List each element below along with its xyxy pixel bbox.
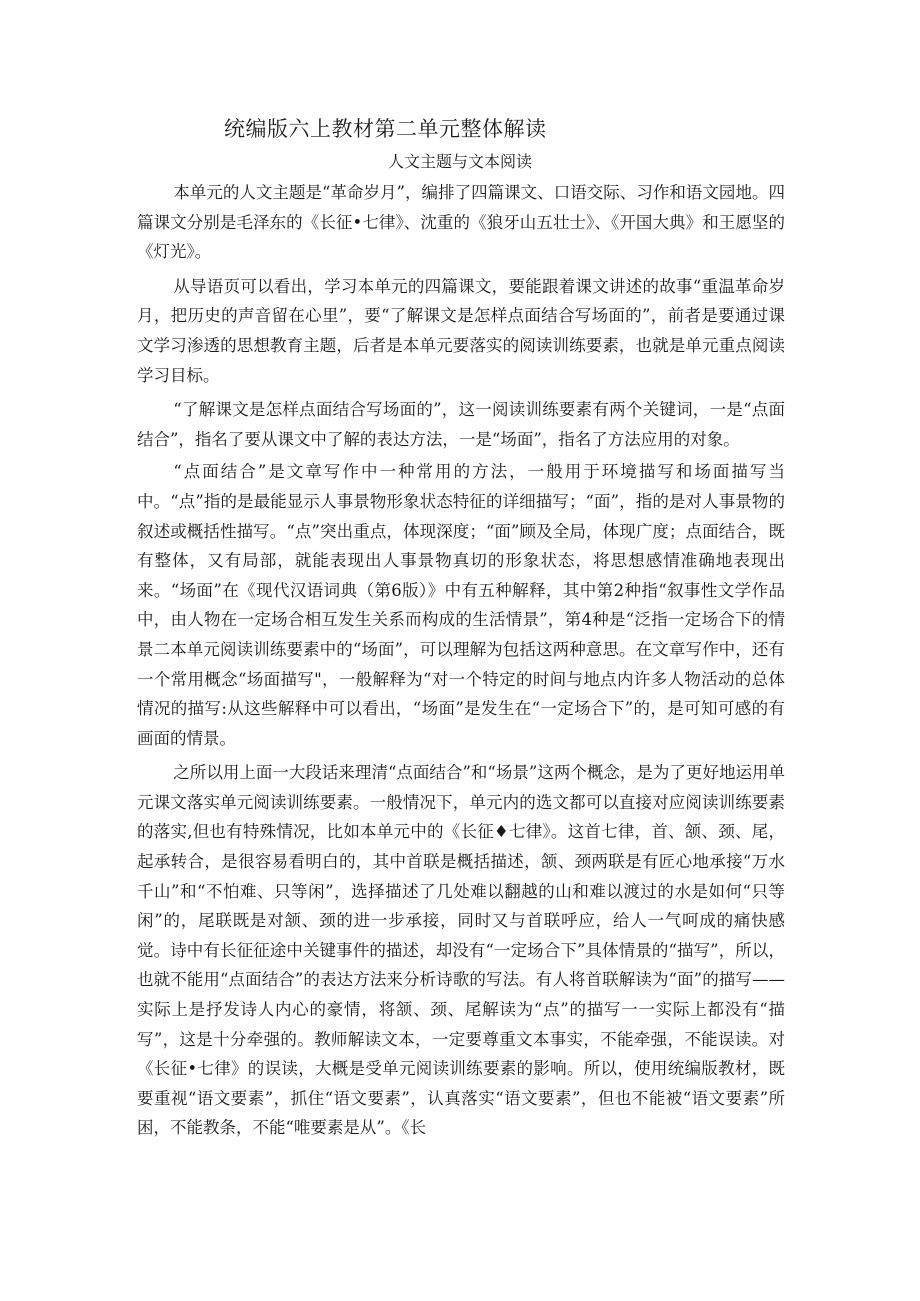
paragraph-intro: 本单元的人文主题是“革命岁月”，编排了四篇课文、口语交际、习作和语文园地。四篇课文分别是毛泽东的《长征•七律》、沈重的《狼牙山五壮士》、《开国大典》和王愿坚的《灯光》。	[137, 183, 785, 262]
paragraph-changzheng: 之所以用上面一大段话来理清“点面结合”和“场景”这两个概念，是为了更好地运用单元课文落实单元阅读训练要素。一般情况下，单元内的选文都可以直接对应阅读训练要素的落实,但也有特殊情况，比如本单元中的《长征♦七律》。这首七律，首、颔、颈、尾，起承转合，是很容易看明白的，其中首联是概括描述，颔、颈两联是有匠心地承接“万水千山”和“不怕难、只等闲”，选择描述了几处难以翻越的山和难以渡过的水是如何“只等闲”的，尾联既是对颔、颈的进一步承接，同时又与首联呼应，给人一气呵成的痛快感觉。诗中有长征征途中关键事件的描述，却没有“一定场合下”具体情景的“描写”，所以，也就不能用“点面结合”的表达方法来分析诗歌的写法。有人将首联解读为“面”的描写——实际上是抒发诗人内心的豪情，将颔、颈、尾解读为“点”的描写一一实际上都没有“描写”，这是十分牵强的。教师解读文本，一定要尊重文本事实，不能牵强，不能误读。对《长征•七律》的误读，大概是受单元阅读训练要素的影响。所以，使用统编版教材，既要重视“语文要素”，抓住“语文要素”，认真落实“语文要素”，但也不能被“语文要素”所困，不能教条，不能“唯要素是从”。《长	[137, 763, 785, 1138]
document-title: 统编版六上教材第二单元整体解读	[224, 117, 547, 141]
section-subtitle: 人文主题与文本阅读	[387, 152, 532, 171]
paragraph-guide: 从导语页可以看出，学习本单元的四篇课文，要能跟着课文讲述的故事“重温革命岁月，把历史的声音留在心里”，要“了解课文是怎样点面结合写场面的”，前者是要通过课文学习渗透的思想教育主题，后者是本单元要落实的阅读训练要素，也就是单元重点阅读学习目标。	[137, 276, 785, 385]
document-body	[137, 178, 785, 1148]
paragraph-keywords: “了解课文是怎样点面结合写场面的”，这一阅读训练要素有两个关键词，一是“点面结合”，指名了要从课文中了解的表达方法，一是“场面”，指名了方法应用的对象。	[137, 400, 785, 449]
paragraph-point-surface: “点面结合”是文章写作中一种常用的方法，一般用于环境描写和场面描写当中。“点”指的是最能显示人事景物形象状态特征的详细描写；“面”，指的是对人事景物的叙述或概括性描写。“点”突出重点，体现深度；“面”顾及全局，体现广度；点面结合，既有整体，又有局部，就能表现出人事景物真切的形象状态，将思想感情准确地表现出来。“场面”在《现代汉语词典（第6版）》中有五种解释，其中第2种指“叙事性文学作品中，由人物在一定场合相互发生关系而构成的生活情景”，第4种是“泛指一定场合下的情景二本单元阅读训练要素中的“场面”，可以理解为包括这两种意思。在文章写作中，还有一个常用概念“场面描写"，一般解释为“对一个特定的时间与地点内许多人物活动的总体情况的描写:从这些解释中可以看出，“场面”是发生在“一定场合下”的，是可知可感的有画面的情景。	[137, 462, 785, 748]
